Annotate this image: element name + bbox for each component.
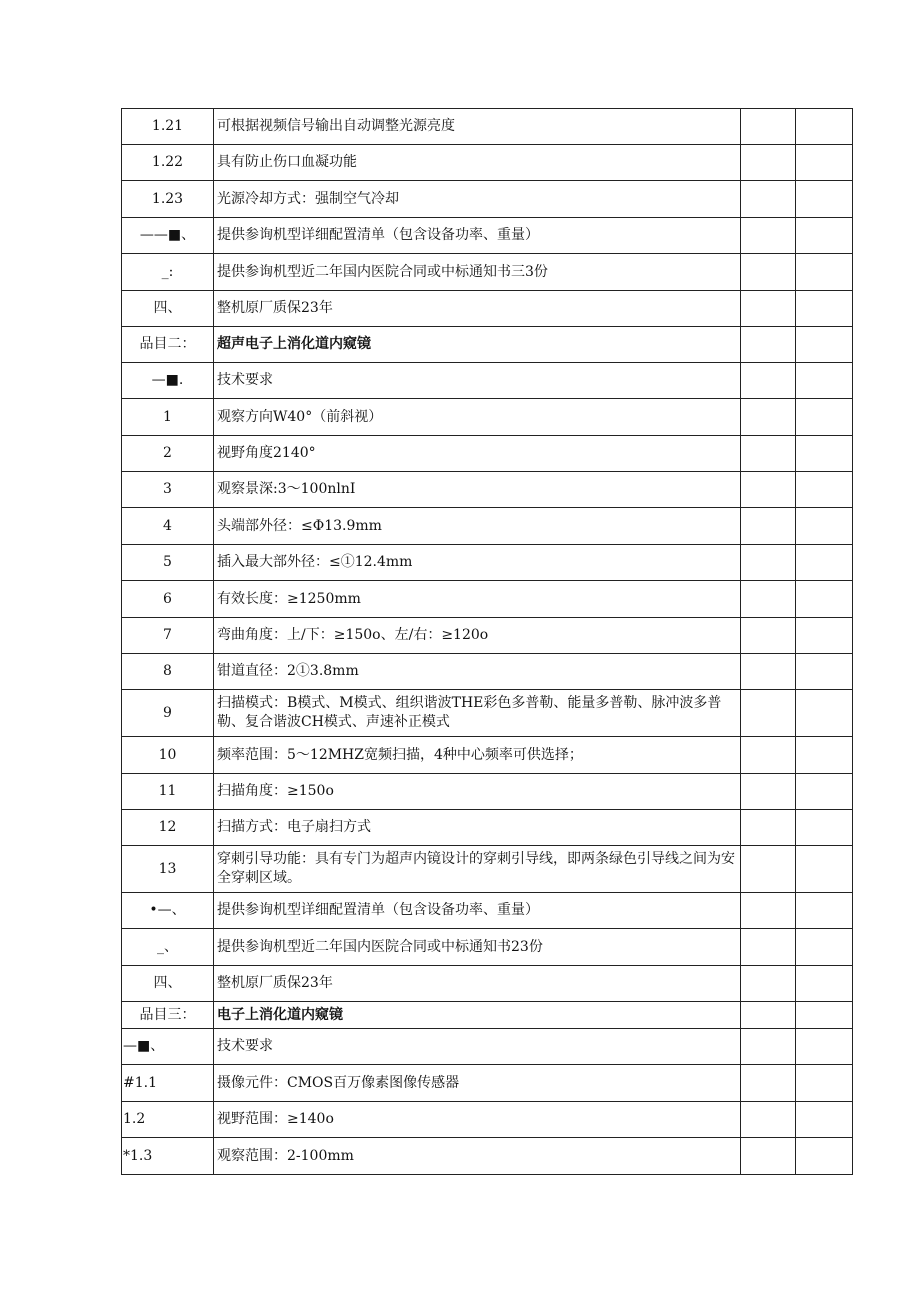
response-cell <box>741 654 796 690</box>
item-number: 6 <box>122 581 214 618</box>
response-cell <box>741 893 796 929</box>
response-cell <box>741 1102 796 1138</box>
response-cell <box>741 508 796 545</box>
item-number: 9 <box>122 690 214 737</box>
response-cell <box>741 581 796 618</box>
remark-cell <box>796 291 853 327</box>
remark-cell <box>796 218 853 254</box>
response-cell <box>741 1002 796 1029</box>
table-row <box>122 966 853 1002</box>
remark-cell <box>796 145 853 181</box>
response-cell <box>741 436 796 472</box>
requirement-text: 具有防止伤口血凝功能 <box>214 145 741 181</box>
response-cell <box>741 254 796 291</box>
requirement-text: 整机原厂质保23年 <box>214 966 741 1002</box>
remark-cell <box>796 399 853 436</box>
requirement-text: 提供参询机型近二年国内医院合同或中标通知书23份 <box>214 929 741 966</box>
item-number: 1 <box>122 399 214 436</box>
table-row <box>122 1002 853 1029</box>
remark-cell <box>796 1102 853 1138</box>
response-cell <box>741 545 796 581</box>
remark-cell <box>796 774 853 810</box>
requirement-text: 视野角度2140° <box>214 436 741 472</box>
response-cell <box>741 1138 796 1175</box>
item-number: 1.21 <box>122 109 214 145</box>
remark-cell <box>796 327 853 363</box>
section-title: 电子上消化道内窥镜 <box>214 1002 741 1029</box>
response-cell <box>741 145 796 181</box>
table-row <box>122 690 853 737</box>
requirement-text: 钳道直径：2①3.8mm <box>214 654 741 690</box>
response-cell <box>741 1029 796 1065</box>
requirement-text: 提供参询机型详细配置清单（包含设备功率、重量） <box>214 218 741 254</box>
item-number: 四、 <box>122 966 214 1002</box>
table-row <box>122 1065 853 1102</box>
item-number: 2 <box>122 436 214 472</box>
item-number: _: <box>122 254 214 291</box>
remark-cell <box>796 545 853 581</box>
item-number: 4 <box>122 508 214 545</box>
response-cell <box>741 737 796 774</box>
item-number: 品目二： <box>122 327 214 363</box>
item-number: 1.23 <box>122 181 214 218</box>
table-row <box>122 1029 853 1065</box>
remark-cell <box>796 508 853 545</box>
requirement-text: 头端部外径：≤Φ13.9mm <box>214 508 741 545</box>
table-row <box>122 363 853 399</box>
table-row <box>122 291 853 327</box>
requirement-text: 技术要求 <box>214 363 741 399</box>
remark-cell <box>796 846 853 893</box>
item-number: 7 <box>122 618 214 654</box>
table-row <box>122 581 853 618</box>
remark-cell <box>796 581 853 618</box>
table-row <box>122 810 853 846</box>
remark-cell <box>796 436 853 472</box>
remark-cell <box>796 472 853 508</box>
response-cell <box>741 846 796 893</box>
response-cell <box>741 327 796 363</box>
table-row <box>122 774 853 810</box>
table-row <box>122 436 853 472</box>
response-cell <box>741 618 796 654</box>
requirement-text: 扫描方式：电子扇扫方式 <box>214 810 741 846</box>
table-row <box>122 929 853 966</box>
remark-cell <box>796 893 853 929</box>
item-number: 5 <box>122 545 214 581</box>
remark-cell <box>796 929 853 966</box>
item-number: 8 <box>122 654 214 690</box>
requirements-table-body <box>122 109 853 1175</box>
remark-cell <box>796 1029 853 1065</box>
table-row <box>122 654 853 690</box>
response-cell <box>741 291 796 327</box>
response-cell <box>741 929 796 966</box>
response-cell <box>741 363 796 399</box>
item-number: 10 <box>122 737 214 774</box>
remark-cell <box>796 181 853 218</box>
item-number: •—、 <box>122 893 214 929</box>
table-row <box>122 145 853 181</box>
requirement-text: 扫描模式：B模式、M模式、组织谐波THE彩色多普勒、能量多普勒、脉冲波多普勒、复合谐波CH模式、声速补正模式 <box>214 690 741 737</box>
item-number: ——■、 <box>122 218 214 254</box>
table-row <box>122 327 853 363</box>
response-cell <box>741 690 796 737</box>
requirement-text: 观察景深:3～100nlnI <box>214 472 741 508</box>
remark-cell <box>796 654 853 690</box>
requirements-table <box>121 108 853 1175</box>
response-cell <box>741 966 796 1002</box>
remark-cell <box>796 810 853 846</box>
item-number: —■. <box>122 363 214 399</box>
response-cell <box>741 774 796 810</box>
table-row <box>122 618 853 654</box>
requirement-text: 扫描角度：≥150o <box>214 774 741 810</box>
response-cell <box>741 810 796 846</box>
item-number: *1.3 <box>122 1138 214 1175</box>
requirement-text: 观察方向W40°（前斜视） <box>214 399 741 436</box>
item-number: #1.1 <box>122 1065 214 1102</box>
table-row <box>122 218 853 254</box>
remark-cell <box>796 618 853 654</box>
table-row <box>122 508 853 545</box>
requirement-text: 整机原厂质保23年 <box>214 291 741 327</box>
requirement-text: 提供参询机型详细配置清单（包含设备功率、重量） <box>214 893 741 929</box>
item-number: _、 <box>122 929 214 966</box>
table-row <box>122 893 853 929</box>
requirement-text: 频率范围：5～12MHZ宽频扫描，4种中心频率可供选择； <box>214 737 741 774</box>
remark-cell <box>796 737 853 774</box>
item-number: 11 <box>122 774 214 810</box>
remark-cell <box>796 966 853 1002</box>
response-cell <box>741 181 796 218</box>
remark-cell <box>796 690 853 737</box>
item-number: 1.22 <box>122 145 214 181</box>
item-number: 12 <box>122 810 214 846</box>
item-number: 13 <box>122 846 214 893</box>
remark-cell <box>796 254 853 291</box>
requirement-text: 弯曲角度：上/下：≥150o、左/右：≥120o <box>214 618 741 654</box>
item-number: 1.2 <box>122 1102 214 1138</box>
item-number: 四、 <box>122 291 214 327</box>
table-row <box>122 1102 853 1138</box>
requirement-text: 可根据视频信号输出自动调整光源亮度 <box>214 109 741 145</box>
section-title: 超声电子上消化道内窥镜 <box>214 327 741 363</box>
table-row <box>122 254 853 291</box>
remark-cell <box>796 1138 853 1175</box>
table-row <box>122 109 853 145</box>
remark-cell <box>796 1002 853 1029</box>
table-row <box>122 181 853 218</box>
requirement-text: 插入最大部外径：≤①12.4mm <box>214 545 741 581</box>
table-row <box>122 846 853 893</box>
requirement-text: 光源冷却方式：强制空气冷却 <box>214 181 741 218</box>
table-row <box>122 472 853 508</box>
table-row <box>122 545 853 581</box>
table-row <box>122 1138 853 1175</box>
requirement-text: 有效长度：≥1250mm <box>214 581 741 618</box>
response-cell <box>741 109 796 145</box>
item-number: 品目三： <box>122 1002 214 1029</box>
item-number: 3 <box>122 472 214 508</box>
remark-cell <box>796 363 853 399</box>
requirement-text: 观察范围：2-100mm <box>214 1138 741 1175</box>
table-row <box>122 737 853 774</box>
response-cell <box>741 472 796 508</box>
response-cell <box>741 399 796 436</box>
table-row <box>122 399 853 436</box>
remark-cell <box>796 1065 853 1102</box>
requirement-text: 穿刺引导功能：具有专门为超声内镜设计的穿刺引导线，即两条绿色引导线之间为安全穿刺区域。 <box>214 846 741 893</box>
requirement-text: 提供参询机型近二年国内医院合同或中标通知书三3份 <box>214 254 741 291</box>
item-number: —■、 <box>122 1029 214 1065</box>
requirement-text: 技术要求 <box>214 1029 741 1065</box>
requirement-text: 视野范围：≥140o <box>214 1102 741 1138</box>
response-cell <box>741 1065 796 1102</box>
remark-cell <box>796 109 853 145</box>
response-cell <box>741 218 796 254</box>
requirement-text: 摄像元件：CMOS百万像素图像传感器 <box>214 1065 741 1102</box>
